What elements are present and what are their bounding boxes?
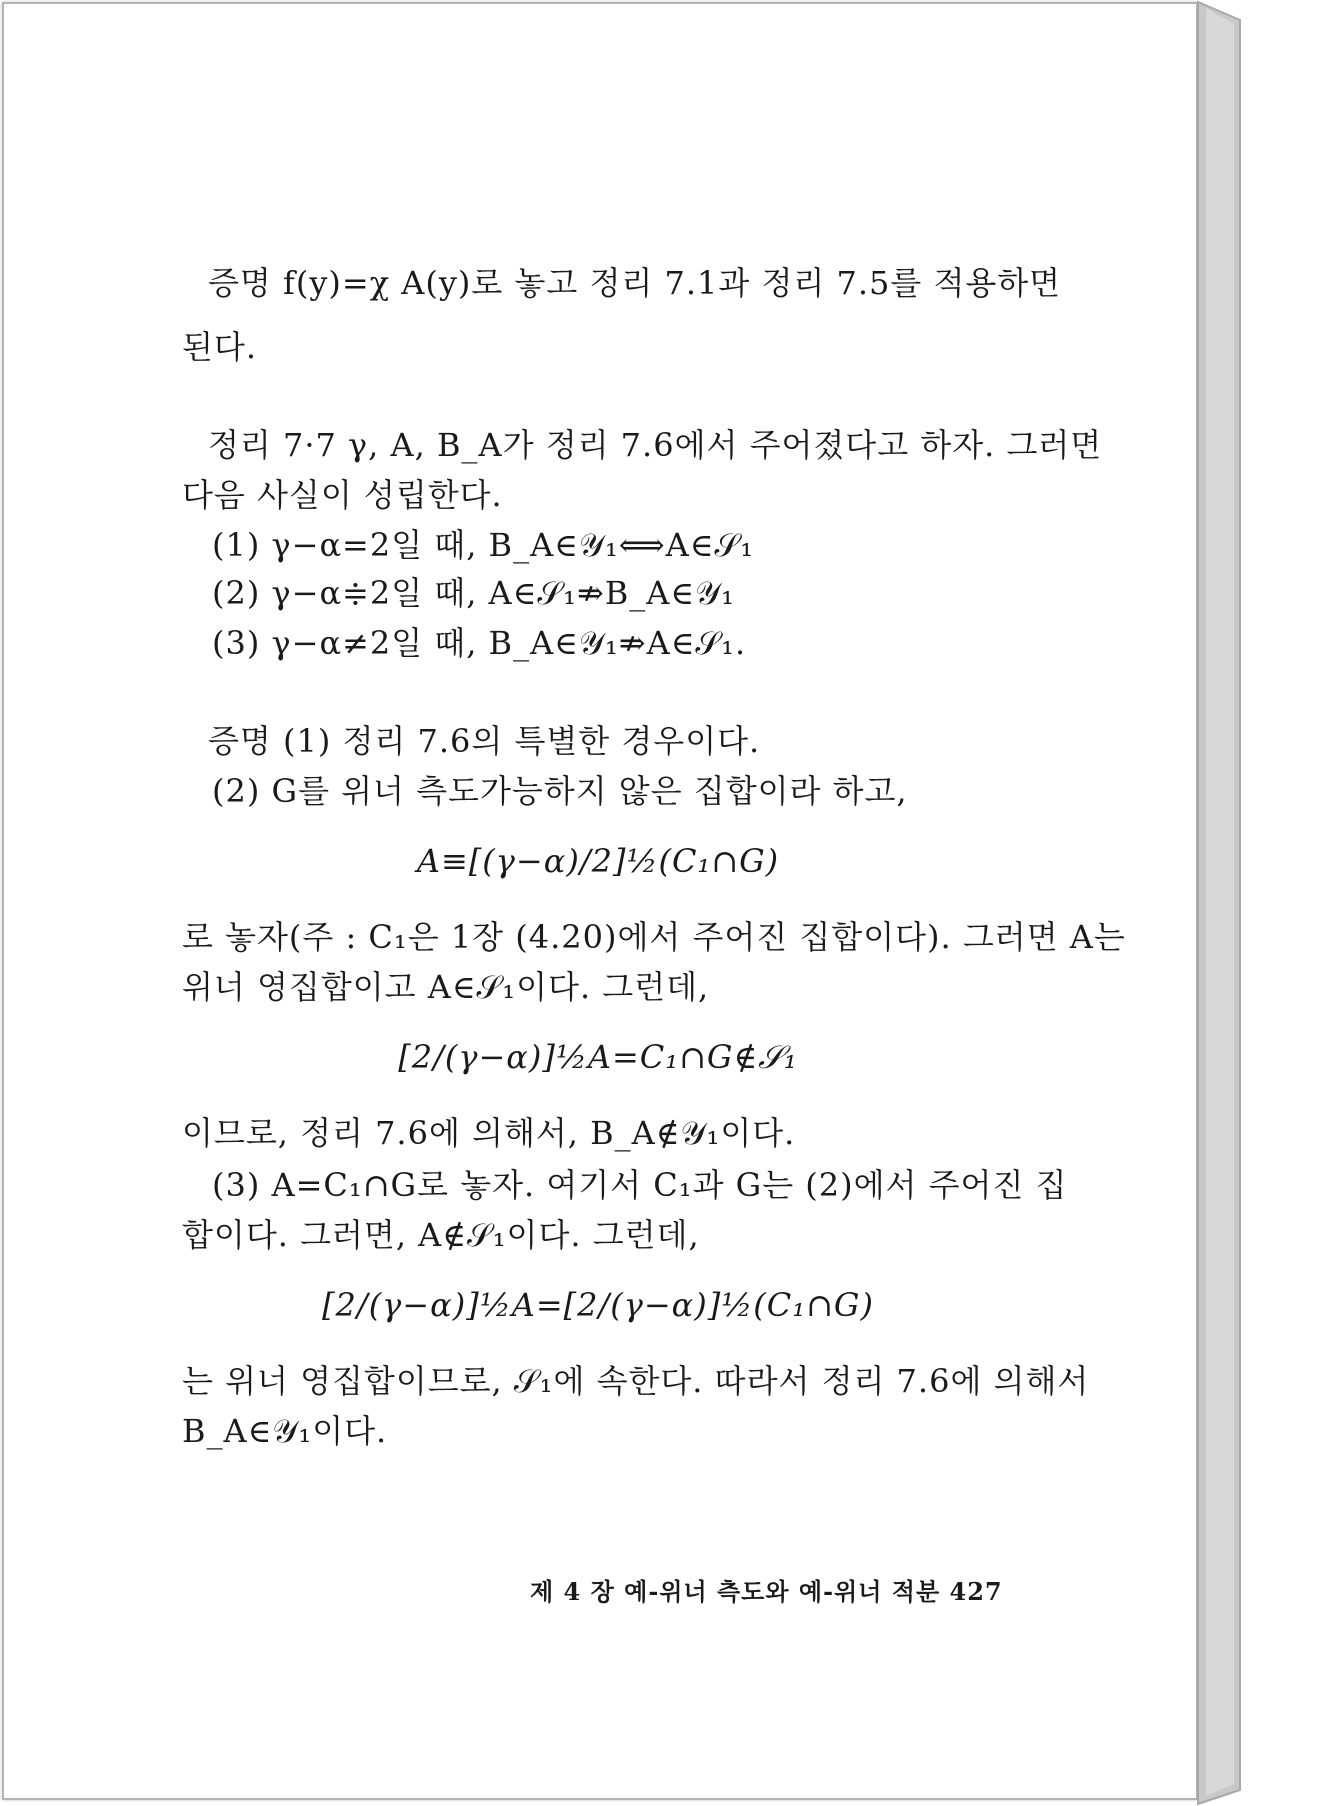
proof2-line-1: 증명 (1) 정리 7.6의 특별한 경우이다. <box>208 722 761 760</box>
proof2-line-8: 는 위너 영집합이므로, 𝒮₁에 속한다. 따라서 정리 7.6에 의해서 <box>182 1362 1090 1400</box>
running-head: 제 4 장 예-위너 측도와 예-위너 적분 427 <box>530 1577 1003 1606</box>
theorem-item-1: (1) γ−α=2일 때, B_A∈𝒴₁⟺A∈𝒮₁ <box>212 526 755 564</box>
proof2-line-7: 합이다. 그러면, A∉𝒮₁이다. 그런데, <box>182 1216 700 1254</box>
proof2-line-6: (3) A=C₁∩G로 놓자. 여기서 C₁과 G는 (2)에서 주어진 집 <box>212 1166 1068 1204</box>
equation-1: A≡[(γ−α)/2]½(C₁∩G) <box>416 842 780 880</box>
theorem-item-3: (3) γ−α≠2일 때, B_A∈𝒴₁⇏A∈𝒮₁. <box>212 624 747 662</box>
equation-2: [2/(γ−α)]½A=C₁∩G∉𝒮₁ <box>398 1038 798 1076</box>
theorem-line-2: 다음 사실이 성립한다. <box>182 476 503 514</box>
proof2-line-2: (2) G를 위너 측도가능하지 않은 집합이라 하고, <box>212 772 908 810</box>
proof-line-1: 증명 f(y)=χ A(y)로 놓고 정리 7.1과 정리 7.5를 적용하면 <box>208 264 1062 302</box>
proof2-line-4: 위너 영집합이고 A∈𝒮₁이다. 그런데, <box>182 968 710 1006</box>
proof-line-2: 된다. <box>182 328 257 366</box>
equation-3: [2/(γ−α)]½A=[2/(γ−α)]½(C₁∩G) <box>322 1286 874 1324</box>
proof2-line-5: 이므로, 정리 7.6에 의해서, B_A∉𝒴₁이다. <box>182 1114 796 1152</box>
proof2-line-3: 로 놓자(주 : C₁은 1장 (4.20)에서 주어진 집합이다). 그러면 A는 <box>182 918 1126 956</box>
proof2-line-9: B_A∈𝒴₁이다. <box>182 1412 388 1450</box>
theorem-item-2: (2) γ−α≑2일 때, A∈𝒮₁⇏B_A∈𝒴₁ <box>212 574 735 612</box>
theorem-heading: 정리 7·7 γ, A, B_A가 정리 7.6에서 주어졌다고 하자. 그러면 <box>208 426 1103 464</box>
